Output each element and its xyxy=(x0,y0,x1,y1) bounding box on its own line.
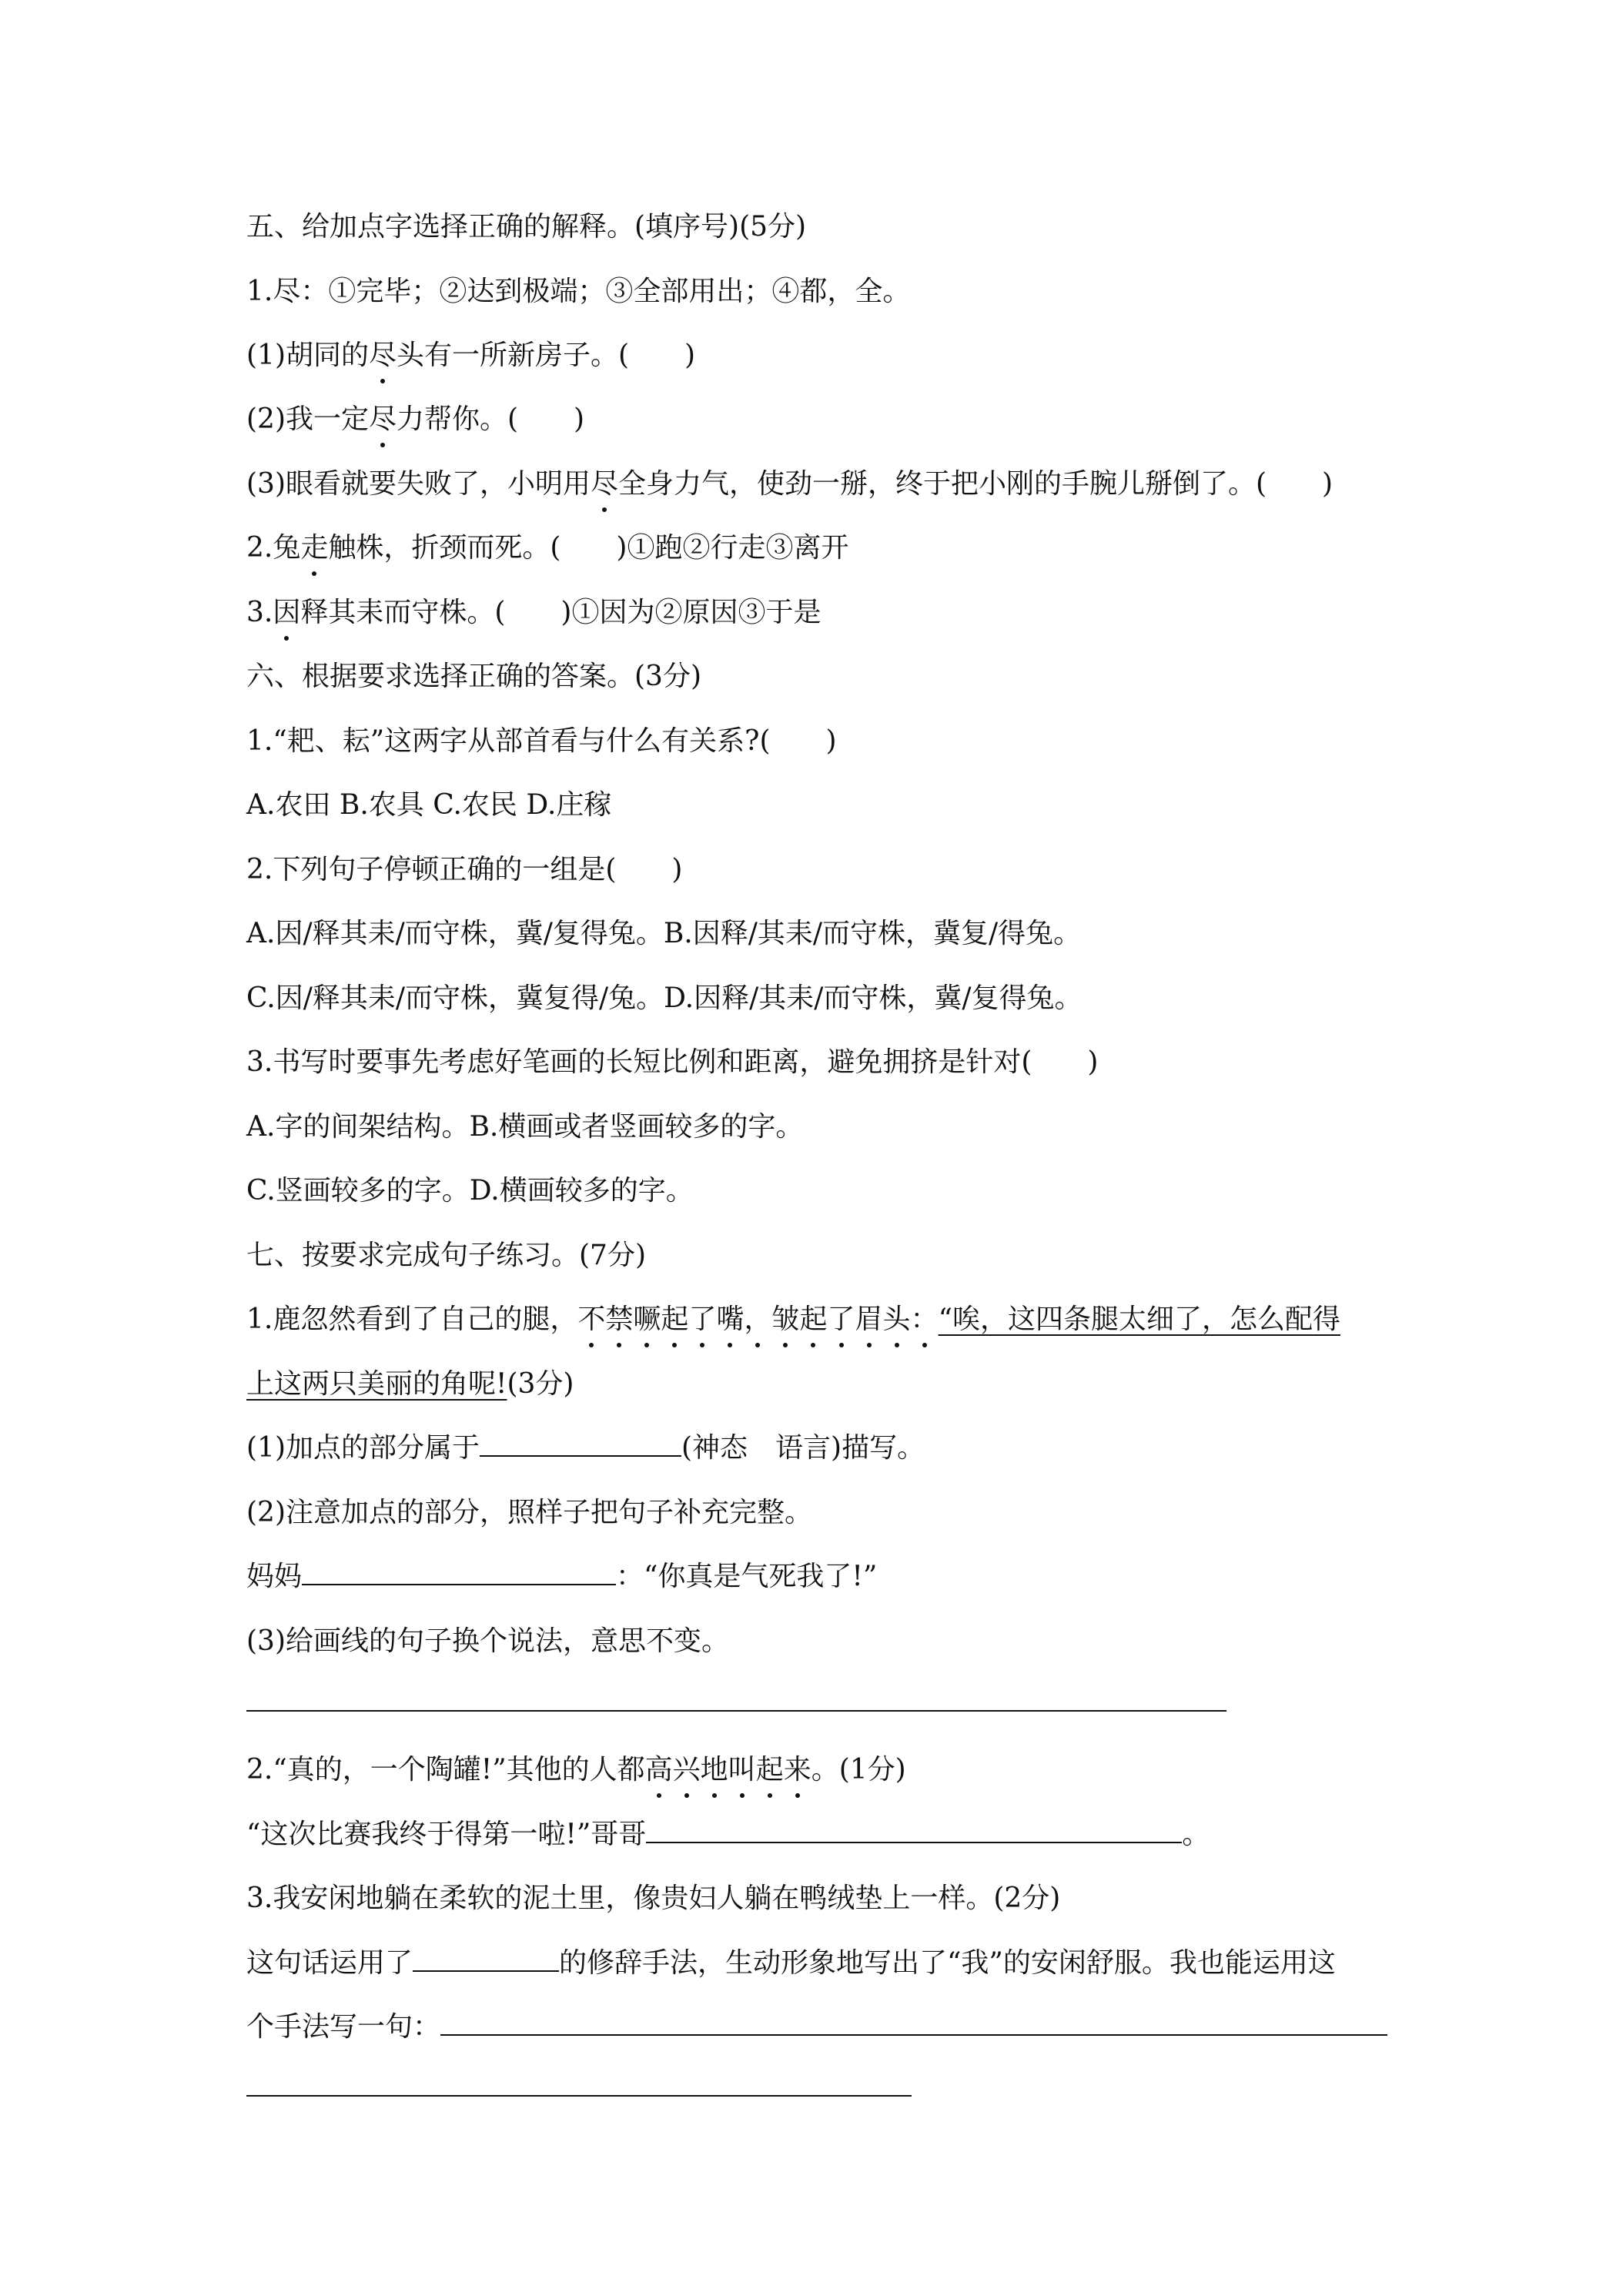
text: 释其耒而守株。( )①因为②原因③于是 xyxy=(300,597,822,628)
dotted-char: 兴 xyxy=(673,1752,701,1789)
section-5-title: 五、给加点字选择正确的解释。(填序号)(5分) xyxy=(246,211,807,243)
underlined-quote: “唉，这四条腿太细了，怎么配得 xyxy=(938,1304,1340,1335)
text: 触株，折颈而死。( )①跑②行走③离开 xyxy=(328,532,849,564)
dotted-char: 起 xyxy=(661,1301,688,1338)
s5-q1-item-2 xyxy=(246,401,584,438)
dotted-char: 禁 xyxy=(605,1301,633,1338)
s6-q1: 1.“耙、耘”这两字从部首看与什么有关系?( ) xyxy=(246,725,837,757)
text: 的修辞手法，生动形象地写出了“我”的安闲舒服。我也能运用这 xyxy=(559,1947,1336,1979)
dotted-char: 高 xyxy=(645,1752,673,1789)
dotted-char: 尽 xyxy=(369,337,397,374)
dotted-char: 尽 xyxy=(591,466,618,503)
text: 妈妈 xyxy=(246,1561,303,1592)
dotted-char: ： xyxy=(911,1301,939,1338)
dotted-char: 嘴 xyxy=(716,1301,744,1338)
s7-q1-part-3: (3)给画线的句子换个说法，意思不变。 xyxy=(246,1625,729,1657)
s7-q2 xyxy=(246,1752,906,1789)
s7-q1-line-2 xyxy=(246,1366,574,1403)
s6-q1-options: A.农田 B.农具 C.农民 D.庄稼 xyxy=(246,789,612,821)
s6-q3-options-ab: A.字的间架结构。B.横画或者竖画较多的字。 xyxy=(246,1111,804,1143)
s7-q3-line-1 xyxy=(246,1945,1336,1982)
dotted-char: 叫 xyxy=(728,1752,756,1789)
s5-q3 xyxy=(246,594,821,631)
underlined-quote: 上这两只美丽的角呢! xyxy=(246,1368,507,1400)
text: ：“你真是气死我了!” xyxy=(616,1561,878,1592)
dotted-char: 眉 xyxy=(855,1301,883,1338)
text: 。 xyxy=(1182,1819,1210,1850)
s5-q1-item-1 xyxy=(246,337,695,374)
s6-q2-options-ab: A.因/释其耒/而守株，冀/复得兔。B.因释/其耒/而守株，冀复/得兔。 xyxy=(246,918,1082,949)
s7-q3: 3.我安闲地躺在柔软的泥土里，像贵妇人躺在鸭绒垫上一样。(2分) xyxy=(246,1883,1061,1914)
text: (神态 语言)描写。 xyxy=(681,1432,925,1464)
section-7-title: 七、按要求完成句子练习。(7分) xyxy=(246,1240,646,1271)
dotted-char: 起 xyxy=(799,1301,827,1338)
dotted-char: 头 xyxy=(883,1301,911,1338)
dotted-char: 起 xyxy=(756,1752,784,1789)
dotted-char: 了 xyxy=(828,1301,855,1338)
s5-q1-definitions: 1.尽：①完毕；②达到极端；③全部用出；④都，全。 xyxy=(246,276,911,307)
dotted-char: 噘 xyxy=(633,1301,661,1338)
dotted-char: 走 xyxy=(300,530,328,567)
dotted-char: 不 xyxy=(577,1301,605,1338)
text: 3. xyxy=(246,597,273,628)
s6-q3-options-cd: C.竖画较多的字。D.横画较多的字。 xyxy=(246,1175,694,1207)
dotted-char: 了 xyxy=(688,1301,716,1338)
answer-blank[interactable] xyxy=(480,1431,681,1457)
s7-q1-part-1 xyxy=(246,1430,925,1467)
answer-line[interactable] xyxy=(246,1710,1226,1712)
dotted-char: 尽 xyxy=(369,401,397,438)
answer-blank[interactable] xyxy=(646,1817,1182,1843)
s7-q1-line-1 xyxy=(246,1301,1340,1338)
text: 力帮你。( ) xyxy=(397,403,585,435)
answer-blank[interactable] xyxy=(302,1559,616,1585)
text: 全身力气，使劲一掰，终于把小刚的手腕儿掰倒了。( ) xyxy=(618,468,1334,500)
text: (3)眼看就要失败了，小明用 xyxy=(246,468,591,500)
s5-q1-item-3 xyxy=(246,466,1333,503)
text: 2.兔 xyxy=(246,532,301,564)
text: (1)加点的部分属于 xyxy=(246,1432,480,1464)
s7-mama-line xyxy=(246,1558,877,1595)
dotted-char: 皱 xyxy=(771,1301,799,1338)
dotted-char: 来 xyxy=(784,1752,812,1789)
s6-q2: 2.下列句子停顿正确的一组是( ) xyxy=(246,854,683,885)
s7-q2-answer-line xyxy=(246,1816,1210,1853)
answer-blank[interactable] xyxy=(413,1946,559,1972)
text: 2.“真的，一个陶罐!”其他的人都 xyxy=(246,1754,645,1786)
s6-q3: 3.书写时要事先考虑好笔画的长短比例和距离，避免拥挤是针对( ) xyxy=(246,1046,1099,1078)
text: “这次比赛我终于得第一啦!”哥哥 xyxy=(246,1819,647,1850)
s6-q2-options-cd: C.因/释其耒/而守株，冀复得/兔。D.因释/其耒/而守株，冀/复得兔。 xyxy=(246,982,1083,1014)
s5-q2 xyxy=(246,530,848,567)
text: (1)胡同的 xyxy=(246,340,369,371)
text: 1.鹿忽然看到了自己的腿， xyxy=(246,1304,578,1335)
score: (3分) xyxy=(507,1368,574,1400)
answer-blank[interactable] xyxy=(440,2010,1387,2036)
s7-q3-line-2 xyxy=(246,2009,1387,2046)
text: 个手法写一句： xyxy=(246,2011,441,2043)
dotted-char: 因 xyxy=(273,594,300,631)
text: 。(1分) xyxy=(811,1754,906,1786)
section-6-title: 六、根据要求选择正确的答案。(3分) xyxy=(246,661,701,692)
answer-line[interactable] xyxy=(246,2095,912,2097)
s7-q1-part-2: (2)注意加点的部分，照样子把句子补充完整。 xyxy=(246,1497,812,1528)
dotted-char: 地 xyxy=(701,1752,728,1789)
text: 这句话运用了 xyxy=(246,1947,413,1979)
dotted-char: ， xyxy=(744,1301,771,1338)
text: (2)我一定 xyxy=(246,403,369,435)
text: 头有一所新房子。( ) xyxy=(397,340,696,371)
